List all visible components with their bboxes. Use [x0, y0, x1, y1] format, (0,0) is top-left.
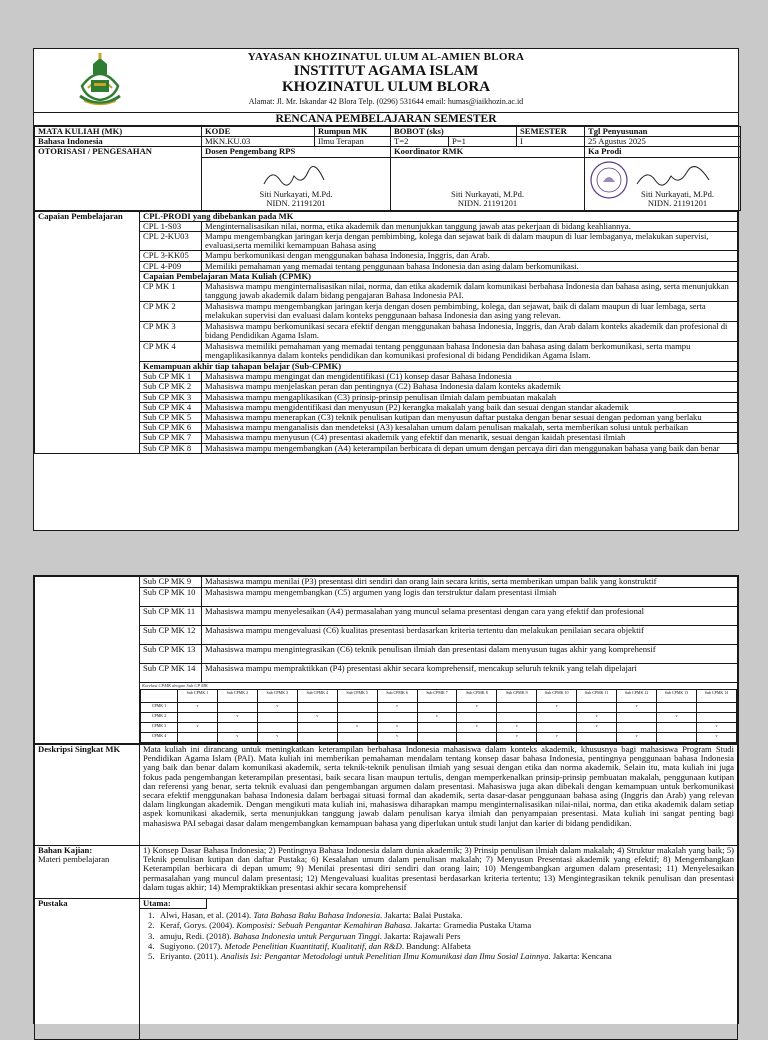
mapping-mark: [297, 703, 337, 713]
signature-dosen: [202, 157, 391, 210]
pustaka-publisher: . Bandung: Alfabeta: [401, 940, 471, 951]
pustaka-cell: [140, 899, 738, 1040]
pustaka-item: [148, 952, 731, 961]
mapping-column-header: Sub CPMK 13: [657, 690, 697, 703]
mapping-mark: v: [297, 713, 337, 723]
subcpmk-code: Sub CP MK 7: [140, 433, 202, 443]
bahan-kajian-cell: [35, 846, 140, 899]
label-kode: KODE: [202, 127, 315, 137]
label-otorisasi: OTORISASI / PENGESAHAN: [35, 147, 202, 210]
mapping-mark: [497, 703, 537, 713]
mapping-mark: [577, 703, 617, 713]
koordinator-nidn: NIDN. 21191201: [457, 197, 518, 208]
mapping-mark: v: [257, 733, 297, 743]
cpl-code: CPL 1-S03: [140, 221, 202, 231]
mapping-column-header: Sub CPMK 10: [537, 690, 577, 703]
mapping-mark: [297, 723, 337, 733]
mapping-mark: [217, 703, 257, 713]
document-title: RENCANA PEMBELAJARAN SEMESTER: [34, 113, 738, 126]
mapping-mark: [417, 703, 457, 713]
cpl-text: Memiliki pemahaman yang memadai tentang penggunaan bahasa Indonesia dan asing dalam berkomunikasi.: [202, 261, 738, 271]
label-tgl-penyusunan: Tgl Penyusunan: [585, 127, 741, 137]
mapping-column-header: Sub CPMK 8: [457, 690, 497, 703]
subcpmk-continued-table: [34, 576, 738, 744]
mapping-mark: v: [617, 703, 657, 713]
pustaka-publisher: . Jakarta: Kencana: [548, 951, 612, 962]
mapping-title: Korelasi CPMK dengan Sub CP MK: [142, 683, 208, 688]
bahan-kajian-text: 1) Konsep Dasar Bahasa Indonesia; 2) Pentingnya Bahasa Indonesia dalam dunia akademik; 3) Prinsip penulisan ilmiah dalam makalah; 4) Struktur makalah yang baik; 5) Teknik penulisan kutipan dan daftar Pustaka; 6) Kesalahan umum dalam penulisan makalah; 7) Menyusun Presentasi akademik yang efektif; 8) Mengembangkan Keterampilan berbicara di depan umum; 9) Menilai presentasi diri sendiri dan orang lain; 10) Mengembangkan argumen dalam presentasi; 11) Menyelesaikan permasalahan yang muncul dalam presentasi; 12) Mengevaluasi kualitas presentasi berdasarkan kriteria tertentu; 13) Mengintegrasikan teknik penulisan dan presentasi dalam tugas akhir; 14) Mempraktikkan presentasi akhir secara komprehensif: [140, 846, 738, 899]
value-tgl-penyusunan: 25 Agustus 2025: [585, 137, 741, 147]
mapping-mark: [337, 733, 377, 743]
mapping-mark: [657, 703, 697, 713]
mapping-mark: [257, 723, 297, 733]
pustaka-author: Keraf, Gorys. (2004).: [160, 920, 237, 931]
signature-kaprodi: [585, 157, 741, 210]
subcpmk-text: Mahasiswa mampu menjelaskan peran dan pentingnya (C2) Bahasa Indonesia dalam konteks akademik: [202, 382, 738, 392]
mapping-mark: [657, 723, 697, 733]
mapping-column-header: Sub CPMK 12: [617, 690, 657, 703]
cpl-text: Menginternalisasikan nilai, norma, etika akademik dan menunjukkan tanggung jawab atas pekerjaan di bidang keahliannya.: [202, 221, 738, 231]
mapping-mark: v: [577, 713, 617, 723]
subcpmk-code: Sub CP MK 5: [140, 413, 202, 423]
subcpmk-code: Sub CP MK 8: [140, 443, 202, 453]
institute-name-line1: INSTITUT AGAMA ISLAM: [293, 63, 479, 79]
mapping-mark: [457, 733, 497, 743]
cpmk-mapping-cell: [140, 683, 738, 744]
mapping-mark: v: [696, 723, 736, 733]
capaian-table: [34, 211, 738, 454]
subcpmk-code: Sub CP MK 3: [140, 392, 202, 402]
mapping-mark: v: [537, 733, 577, 743]
cpl-code: CPL 3-KK05: [140, 251, 202, 261]
subcpmk-text: Mahasiswa mampu menerapkan (C3) teknik penulisan kutipan dan menyusun daftar pustaka dengan benar sesuai dengan pedoman yang berlaku: [202, 413, 738, 423]
cpmk-code: CP MK 1: [140, 282, 202, 302]
pustaka-item: [148, 911, 731, 920]
mapping-mark: v: [377, 723, 417, 733]
mapping-mark: v: [178, 703, 218, 713]
subcpmk-code: Sub CP MK 1: [140, 372, 202, 382]
label-bahan-kajian: Bahan Kajian:: [38, 845, 93, 855]
signature-koordinator: [391, 157, 585, 210]
mapping-mark: [417, 723, 457, 733]
mapping-mark: v: [577, 723, 617, 733]
deskripsi-table: [34, 744, 738, 1040]
rps-page-1: [33, 48, 739, 531]
mapping-mark: [178, 713, 218, 723]
mapping-mark: v: [337, 723, 377, 733]
value-bobot-t: T=2: [391, 137, 449, 147]
mapping-column-header: Sub CPMK 2: [217, 690, 257, 703]
subcpmk-text: Mahasiswa mampu mempraktikkan (P4) presentasi akhir secara komprehensif, mencakup seluruh teknik yang telah dipelajari: [202, 664, 738, 683]
subcpmk-code: Sub CP MK 13: [140, 645, 202, 664]
mapping-mark: v: [457, 723, 497, 733]
mapping-mark: v: [457, 703, 497, 713]
dosen-nidn: NIDN. 21191201: [266, 197, 326, 208]
course-info-table: [34, 126, 741, 211]
label-ka-prodi: Ka Prodi: [585, 147, 741, 157]
subcpmk-text: Mahasiswa mampu mengingat dan mengidentifikasi (C1) konsep dasar Bahasa Indonesia: [202, 372, 738, 382]
cpmk-code: CP MK 4: [140, 342, 202, 362]
foundation-name: YAYASAN KHOZINATUL ULUM AL-AMIEN BLORA: [247, 51, 525, 63]
mapping-mark: [337, 703, 377, 713]
mapping-mark: [617, 723, 657, 733]
pustaka-title: Komposisi: Sebuah Pengantar Kemahiran Bahasa: [236, 920, 411, 931]
subcpmk-code: Sub CP MK 11: [140, 607, 202, 626]
pustaka-author: Eriyanto. (2011).: [160, 951, 221, 962]
mapping-mark: v: [537, 703, 577, 713]
subcpmk-text: Mahasiswa mampu mengidentifikasi dan menyusun (P2) kerangka makalah yang baik dan sesuai dengan standar akademik: [202, 402, 738, 412]
mapping-mark: v: [497, 733, 537, 743]
cpl-code: CPL 2-KU03: [140, 232, 202, 251]
label-bobot: BOBOT (sks): [391, 127, 517, 137]
cpl-code: CPL 4-P09: [140, 261, 202, 271]
subcpmk-code: Sub CP MK 14: [140, 664, 202, 683]
signature-mark-icon: [635, 166, 715, 190]
pustaka-title: Analisis Isi: Pengantar Metodologi untuk Penelitian Ilmu Komunikasi dan Ilmu Sosial Lainnya: [220, 951, 549, 962]
label-materi-pembelajaran: Materi pembelajaran: [38, 854, 110, 865]
pustaka-publisher: . Jakarta: Rajawali Pers: [379, 930, 461, 941]
institution-address: Alamat: Jl. Mr. Iskandar 42 Blora Telp. (0296) 531644 email: humas@iaikhozin.ac.id: [248, 97, 524, 106]
cpmk-text: Mahasiswa mampu menginternalisasikan nilai, norma, dan etika akademik dalam komunikasi berbahasa Indonesia dan bahasa asing, serta menunjukkan tanggung jawab akademik dalam bidang pengajaran Bahasa Indonesia PAI.: [202, 282, 738, 302]
cpl-text: Mampu berkomunikasi dengan menggunakan bahasa Indonesia, Inggris, dan Arab.: [202, 251, 738, 261]
label-semester: SEMESTER: [517, 127, 585, 137]
mapping-mark: v: [217, 733, 257, 743]
label-koordinator-rmk: Koordinator RMK: [391, 147, 585, 157]
mapping-mark: v: [657, 713, 697, 723]
mapping-column-header: Sub CPMK 7: [417, 690, 457, 703]
value-kode: MKN.KU.03: [202, 137, 315, 147]
mapping-mark: [617, 713, 657, 723]
pustaka-num: 4.: [148, 940, 155, 951]
subcpmk-text: Mahasiswa mampu menyelesaikan (A4) permasalahan yang muncul selama presentasi dengan cara yang efektif dan profesional: [202, 607, 738, 626]
cpl-header: CPL-PRODI yang dibebankan pada MK: [140, 211, 738, 221]
pustaka-author: amuju, Redi. (2018).: [160, 930, 234, 941]
mapping-mark: [537, 723, 577, 733]
mapping-column-header: Sub CPMK 1: [178, 690, 218, 703]
mapping-mark: [457, 713, 497, 723]
value-rumpun: Ilmu Terapan: [315, 137, 391, 147]
mapping-row-label: CPMK 1: [141, 703, 178, 713]
pustaka-author: Alwi, Hasan, et al. (2014).: [160, 910, 254, 921]
label-dosen-pengembang: Dosen Pengembang RPS: [202, 147, 391, 157]
pustaka-num: 3.: [148, 930, 155, 941]
mapping-mark: v: [257, 703, 297, 713]
subcpmk-text: Mahasiswa mampu menganalisis dan mendeteksi (A3) kesalahan umum dalam penulisan makalah, serta memberikan solusi untuk perbaikan: [202, 423, 738, 433]
subcpmk-header: Kemampuan akhir tiap tahapan belajar (Sub-CPMK): [140, 362, 738, 372]
mapping-row-label: CPMK 2: [141, 713, 178, 723]
value-mata-kuliah: Bahasa Indonesia: [35, 137, 202, 147]
mapping-mark: [377, 713, 417, 723]
cpmk-text: Mahasiswa mampu berkomunikasi secara efektif dengan menggunakan bahasa Indonesia, Inggris, dan Arab dalam konteks akademik dan profesional di bidang Pendidikan Agama Islam.: [202, 322, 738, 342]
mapping-column-header: Sub CPMK 11: [577, 690, 617, 703]
mapping-mark: [297, 733, 337, 743]
cpmk-text: Mahasiswa mampu mengembangkan jaringan kerja dengan dosen pembimbing, kolega, dan sejawat, baik di dalam maupun di luar lembaga, serta melakukan supervisi dan evaluasi dalam konteks penggunaan bahasa Indonesia dan asing yang relevan.: [202, 302, 738, 322]
label-capaian: Capaian Pembelajaran: [35, 211, 140, 453]
label-utama: Utama:: [140, 899, 207, 909]
mapping-row-label: CPMK 3: [141, 723, 178, 733]
deskripsi-text: Mata kuliah ini dirancang untuk meningkatkan keterampilan berbahasa Indonesia mahasiswa dalam konteks akademik, khususnya bagi mahasiswa Program Studi Pendidikan Agama Islam (PAI). Mata kuliah ini memberikan pemahaman mendalam tentang konsep dasar bahasa Indonesia, pentingnya penggunaan bahasa Indonesia yang baik dan benar dalam komunikasi akademik, serta teknik-teknik penulisan ilmiah yang sesuai dengan etika dan norma akademik. Selain itu, mata kuliah ini juga fokus pada pengembangan keterampilan presentasi, baik secara lisan maupun tertulis, dengan memperkenalkan prinsip-prinsip pembuatan makalah, penggunaan kutipan dan referensi yang benar, serta teknik evaluasi dan pengembangan argumen dalam presentasi. Mahasiswa juga akan dibekali dengan kemampuan untuk berkomunikasi secara efektif menggunakan bahasa Indonesia dalam berbagai situasi formal dan akademik, serta dasar-dasar penggunaan bahasa asing (Inggris dan Arab) yang relevan dalam lingkungan akademik. Dengan mengikuti mata kuliah ini, mahasiswa diharapkan mampu menginternalisasikan nilai-nilai, norma, dan etika akademik dalam setiap aspek komunikasi akademik, serta menunjukkan tanggung jawab dalam penulisan karya ilmiah dan penyampaian presentasi. Mata kuliah ini sangat penting bagi mahasiswa PAI sebagai dasar dalam mengembangkan kemampuan bahasa yang diperlukan untuk studi lanjut dan karier di bidang pendidikan.: [140, 745, 738, 846]
mapping-row-label: CPMK 4: [141, 733, 178, 743]
pustaka-item: [148, 921, 731, 930]
cpmk-header: Capaian Pembelajaran Mata Kuliah (CPMK): [140, 271, 738, 281]
subcpmk-text: Mahasiswa mampu menyusun (C4) presentasi akademik yang efektif dan menarik, sesuai dengan kaidah presentasi ilmiah: [202, 433, 738, 443]
mapping-mark: [696, 703, 736, 713]
mapping-mark: v: [417, 713, 457, 723]
subcpmk-code: Sub CP MK 6: [140, 423, 202, 433]
pustaka-item: [148, 932, 731, 941]
mapping-column-header: Sub CPMK 4: [297, 690, 337, 703]
mapping-column-header: Sub CPMK 3: [257, 690, 297, 703]
pustaka-num: 2.: [148, 920, 155, 931]
subcpmk-text: Mahasiswa mampu mengevaluasi (C6) kualitas presentasi berdasarkan kriteria tertentu dan melakukan penilaian secara objektif: [202, 626, 738, 645]
dosen-name: Siti Nurkayati, M.Pd.: [259, 188, 333, 199]
label-rumpun: Rumpun MK: [315, 127, 391, 137]
mapping-mark: [696, 713, 736, 723]
mapping-mark: [537, 713, 577, 723]
mapping-mark: v: [696, 733, 736, 743]
mapping-column-header: Sub CPMK 9: [497, 690, 537, 703]
rps-page-2: [33, 575, 739, 1024]
value-bobot-p: P=1: [449, 137, 517, 147]
pustaka-list: [140, 909, 737, 961]
mapping-mark: [257, 713, 297, 723]
signature-mark-icon: [262, 166, 332, 190]
pustaka-title: Tata Bahasa Baku Bahasa Indonesia: [253, 910, 381, 921]
pustaka-num: 5.: [148, 951, 155, 962]
cpl-text: Mampu mengembangkan jaringan kerja dengan pembimbing, kolega dan sejawat baik di dalam maupun di luar lembaganya, melakukan supervisi, evaluasi,serta memiliki kemampuan Bahasa asing: [202, 232, 738, 251]
subcpmk-code: Sub CP MK 9: [140, 577, 202, 588]
mapping-mark: [178, 733, 218, 743]
kaprodi-nidn: NIDN. 21191201: [647, 197, 708, 208]
pustaka-item: [148, 942, 731, 951]
mapping-mark: v: [377, 733, 417, 743]
label-mata-kuliah: MATA KULIAH (MK): [35, 127, 202, 137]
mapping-mark: v: [497, 723, 537, 733]
subcpmk-code: Sub CP MK 2: [140, 382, 202, 392]
institute-name-line2: KHOZINATUL ULUM BLORA: [281, 79, 491, 95]
pustaka-title: Metode Penelitian Kuantitatif, Kualitatif, dan R&D: [224, 940, 402, 951]
label-pustaka: Pustaka: [35, 899, 140, 1040]
pustaka-num: 1.: [148, 910, 155, 921]
subcpmk-code: Sub CP MK 10: [140, 588, 202, 607]
cpmk-mapping-table: [140, 689, 737, 743]
subcpmk-text: Mahasiswa mampu mengembangkan (A4) keterampilan berbicara di depan umum dengan percaya diri dan menggunakan bahasa yang baik dan benar: [202, 443, 738, 453]
value-semester: I: [517, 137, 585, 147]
pustaka-publisher: . Jakarta: Balai Pustaka.: [380, 910, 463, 921]
mapping-mark: v: [178, 723, 218, 733]
pustaka-title: Bahasa Indonesia untuk Perguruan Tinggi: [233, 930, 380, 941]
kaprodi-name: Siti Nurkayati, M.Pd.: [641, 188, 714, 199]
mapping-column-header: Sub CPMK 5: [337, 690, 377, 703]
mapping-mark: [337, 713, 377, 723]
mapping-column-header: Sub CPMK 14: [696, 690, 736, 703]
pustaka-author: Sugiyono. (2017).: [160, 940, 225, 951]
mapping-corner: [141, 690, 178, 703]
cpmk-text: Mahasiswa memiliki pemahaman yang memadai tentang penggunaan bahasa Indonesia dan bahasa asing dalam berkomunikasi, serta mampu mengaplikasikannya dalam konteks pendidikan dan komunikasi profesional di bidang Pendidikan Agama Islam.: [202, 342, 738, 362]
mapping-mark: v: [377, 703, 417, 713]
mapping-mark: [577, 733, 617, 743]
label-capaian-continued: [35, 577, 140, 744]
mapping-mark: v: [617, 733, 657, 743]
mapping-mark: v: [217, 713, 257, 723]
subcpmk-code: Sub CP MK 12: [140, 626, 202, 645]
mapping-mark: [417, 733, 457, 743]
mapping-mark: [217, 723, 257, 733]
subcpmk-code: Sub CP MK 4: [140, 402, 202, 412]
subcpmk-text: Mahasiswa mampu mengintegrasikan (C6) teknik penulisan ilmiah dan presentasi dalam menyusun tugas akhir yang komprehensif: [202, 645, 738, 664]
cpmk-code: CP MK 2: [140, 302, 202, 322]
mapping-mark: [497, 713, 537, 723]
subcpmk-text: Mahasiswa mampu mengembangkan (C5) argumen yang logis dan terstruktur dalam presentasi ilmiah: [202, 588, 738, 607]
cpmk-code: CP MK 3: [140, 322, 202, 342]
pustaka-publisher: . Jakarta: Gramedia Pustaka Utama: [410, 920, 532, 931]
label-deskripsi: Deskripsi Singkat MK: [35, 745, 140, 846]
subcpmk-text: Mahasiswa mampu menilai (P3) presentasi diri sendiri dan orang lain secara kritis, serta memberikan umpan balik yang konstruktif: [202, 577, 738, 588]
institution-header: [34, 49, 738, 113]
subcpmk-text: Mahasiswa mampu mengaplikasikan (C3) prinsip-prinsip penulisan ilmiah dalam pembuatan makalah: [202, 392, 738, 402]
mapping-column-header: Sub CPMK 6: [377, 690, 417, 703]
mapping-mark: [657, 733, 697, 743]
koordinator-name: Siti Nurkayati, M.Pd.: [451, 188, 524, 199]
